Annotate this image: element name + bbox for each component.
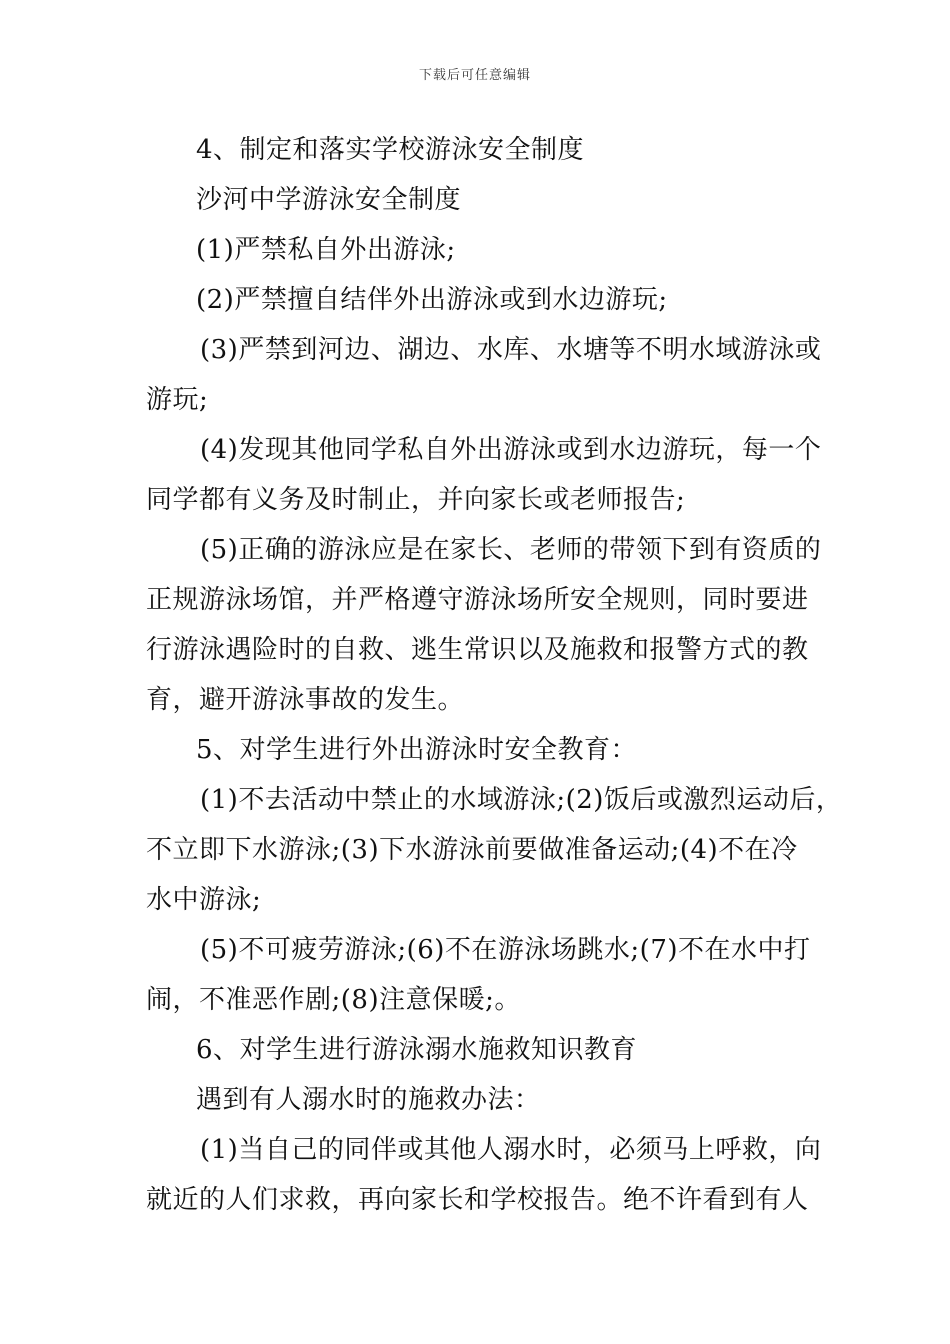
page-header: 下载后可任意编辑 [418,68,531,83]
paragraph-line: (2)严禁擅自结伴外出游泳或到水边游玩; [196,285,668,315]
paragraph-line: (5)正确的游泳应是在家长、老师的带领下到有资质的 [200,535,822,565]
paragraph-line: (5)不可疲劳游泳;(6)不在游泳场跳水;(7)不在水中打 [200,935,811,965]
paragraph-line: (3)严禁到河边、湖边、水库、水塘等不明水域游泳或 [200,335,822,365]
paragraph-line: 育，避开游泳事故的发生。 [146,685,465,715]
subheading: 沙河中学游泳安全制度 [196,185,462,215]
section-heading-4: 4、制定和落实学校游泳安全制度 [196,135,585,165]
paragraph-line: 正规游泳场馆，并严格遵守游泳场所安全规则，同时要进 [146,585,809,615]
paragraph-line: 就近的人们求救，再向家长和学校报告。绝不许看到有人 [146,1185,809,1215]
subheading: 遇到有人溺水时的施救办法： [196,1085,541,1115]
paragraph-line: (1)不去活动中禁止的水域游泳;(2)饭后或激烈运动后， [200,785,843,815]
section-heading-6: 6、对学生进行游泳溺水施救知识教育 [196,1035,638,1065]
paragraph-line: 水中游泳; [146,885,262,915]
paragraph-line: 同学都有义务及时制止，并向家长或老师报告; [146,485,686,515]
paragraph-line: (4)发现其他同学私自外出游泳或到水边游玩，每一个 [200,435,822,465]
paragraph-line: 行游泳遇险时的自救、逃生常识以及施救和报警方式的教 [146,635,809,665]
paragraph-line: (1)严禁私自外出游泳; [196,235,456,265]
paragraph-line: 不立即下水游泳;(3)下水游泳前要做准备运动;(4)不在冷 [146,835,798,865]
paragraph-line: 闹，不准恶作剧;(8)注意保暖;。 [146,985,521,1015]
paragraph-line: (1)当自己的同伴或其他人溺水时，必须马上呼救，向 [200,1135,822,1165]
section-heading-5: 5、对学生进行外出游泳时安全教育： [196,735,638,765]
document-body [146,125,843,1225]
paragraph-line: 游玩; [146,385,209,415]
